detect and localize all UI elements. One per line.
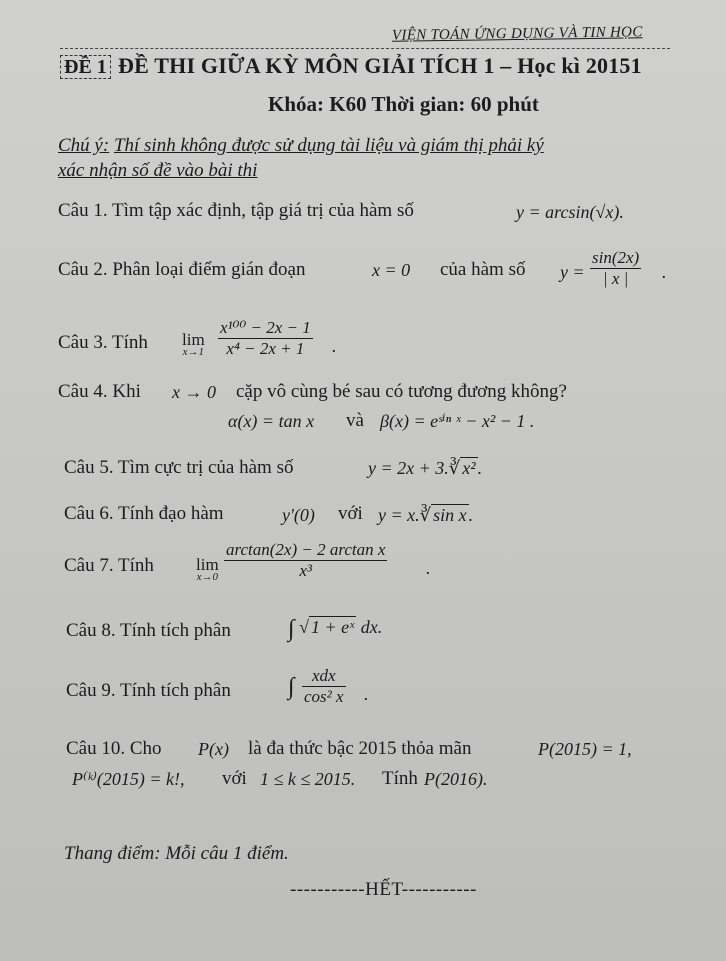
- question-9-integral: ∫: [288, 674, 295, 700]
- grading-scale: Thang điểm: Mỗi câu 1 điểm.: [64, 843, 289, 864]
- exam-code: ĐỀ 1: [60, 55, 111, 79]
- question-4-text-2: cặp vô cùng bé sau có tương đương không?: [236, 381, 567, 402]
- question-label: Câu 6.: [64, 503, 114, 524]
- fraction-denominator: x⁴ − 2x + 1: [218, 338, 313, 359]
- question-text: Tính: [118, 555, 154, 576]
- question-7-fraction: [224, 540, 387, 581]
- question-7-limit: lim x→0: [196, 555, 219, 583]
- question-text: Tính tích phân: [120, 620, 231, 641]
- header-divider: [60, 48, 670, 49]
- question-8: [66, 620, 231, 642]
- question-2: [58, 259, 306, 281]
- course-info: Khóa: K60 Thời gian: 60 phút: [268, 92, 539, 116]
- question-text: Tìm cực trị của hàm số: [118, 457, 294, 478]
- exam-note: [58, 133, 544, 183]
- question-1: [58, 200, 414, 222]
- note-line-1: Thí sinh không được sử dụng tài liệu và giám thị phải ký: [113, 135, 544, 156]
- question-label: Câu 3.: [58, 332, 108, 353]
- question-6-formula: y = x.∛ sin x .: [378, 505, 474, 525]
- question-text: Tính đạo hàm: [118, 503, 224, 524]
- note-line-2: xác nhận số đề vào bài thi: [58, 160, 258, 181]
- fraction-denominator: cos² x: [304, 687, 344, 706]
- question-3: [58, 332, 148, 354]
- institute-name: VIỆN TOÁN ỨNG DỤNG VÀ TIN HỌC: [391, 24, 643, 44]
- exam-title: ĐỀ THI GIỮA KỲ MÔN GIẢI TÍCH 1 – Học kì 20151: [118, 53, 642, 78]
- question-text: Tính: [112, 332, 148, 353]
- question-1-formula: y = arcsin(√x).: [516, 202, 624, 222]
- question-4: [58, 381, 141, 403]
- question-2-function: y =: [560, 262, 585, 282]
- question-label: Câu 10.: [66, 738, 126, 759]
- question-label: Câu 5.: [64, 457, 114, 478]
- question-label: Câu 1.: [58, 200, 108, 221]
- question-5: [64, 457, 293, 479]
- fraction-denominator: x³: [224, 560, 387, 581]
- integral-symbol: ∫: [288, 616, 295, 642]
- question-3-fraction: [218, 318, 313, 359]
- question-text: Cho: [129, 738, 162, 759]
- end-marker: -----------HẾT-----------: [290, 879, 477, 900]
- fraction-denominator: | x |: [590, 268, 641, 289]
- question-label: Câu 4.: [58, 381, 108, 402]
- question-2-text-2: của hàm số: [440, 259, 526, 280]
- question-label: Câu 2.: [58, 259, 108, 280]
- question-label: Câu 7.: [64, 555, 114, 576]
- question-8-formula: ∫ √ 1 + eˣ dx.: [288, 616, 383, 642]
- question-text: Phân loại điểm gián đoạn: [112, 259, 306, 280]
- question-label: Câu 9.: [66, 680, 116, 701]
- question-2-fraction: [590, 248, 641, 289]
- question-text: Tính tích phân: [120, 680, 231, 701]
- question-7: [64, 555, 154, 577]
- fraction-numerator: arctan(2x) − 2 arctan x: [226, 540, 386, 559]
- question-9: [66, 680, 231, 702]
- question-text: Tìm tập xác định, tập giá trị của hàm số: [112, 200, 414, 221]
- fraction-numerator: xdx: [311, 666, 336, 685]
- fraction-numerator: sin(2x): [592, 248, 640, 267]
- question-6: [64, 503, 224, 525]
- fraction-numerator: x¹⁰⁰ − 2x − 1: [220, 318, 311, 337]
- sqrt-sign: √: [299, 617, 309, 637]
- question-9-fraction: [302, 666, 346, 707]
- note-label: Chú ý:: [58, 135, 110, 156]
- question-text: Khi: [112, 381, 141, 402]
- question-2-point: x = 0: [372, 260, 411, 280]
- question-5-formula: y = 2x + 3.∛ x² .: [368, 458, 483, 478]
- question-3-limit: lim x→1: [182, 330, 205, 358]
- question-label: Câu 8.: [66, 620, 116, 641]
- exam-page: VIỆN TOÁN ỨNG DỤNG VÀ TIN HỌC ĐỀ 1 ĐỀ THI GIỮA KỲ MÔN GIẢI TÍCH 1 – Học kì 20151 Khóa: K60 Thời gian: 60 phút Chú ý: Thí sinh không được sử dụng tài liệu và giám thị phải ký xác nhận số đề vào bài thi Câu 1. Tìm tập xác định, tập giá trị của hàm số y = arcsin(√x). Câu 2. Phân loại điểm gián đoạn x = 0 của hàm số y = $\frac{\sin(2x)}{| x |}$ . Câu 3. Tính lim x→1 $\frac{\text{x¹⁰⁰ − 2x − 1}}{\text{x⁴ − 2x + 1}}$ . Câu 4. Khi x → 0 cặp vô cùng bé sau có tương đương không? α(x) = tan x và β(x) = eˢⁱⁿ ˣ − x² − 1 . Câu 5. Tìm cực trị của hàm số y = 2x + 3.∛ x² . Câu 6. Tính đạo hàm y'(0) với y = x.∛ sin x . Câu 7. Tính lim x→0 $\frac{\text{arctan(2x) − 2 arctan x}}{\text{x³}}$ . Câu 8. Tính tích phân ∫ √ 1 + eˣ dx. Câu 9. Tính tích phân ∫ xdx cos² x . Câu 10. Cho P(x) là đa thức bậc 2015 thỏa mãn P(2015) = 1, P⁽ᵏ⁾(2015) = k!, với 1 ≤ k ≤ 2015. Tính P(2016). Thang điểm: Mỗi câu 1 điểm. -----------HẾT-----------: [0, 0, 726, 961]
- question-10: [66, 738, 162, 760]
